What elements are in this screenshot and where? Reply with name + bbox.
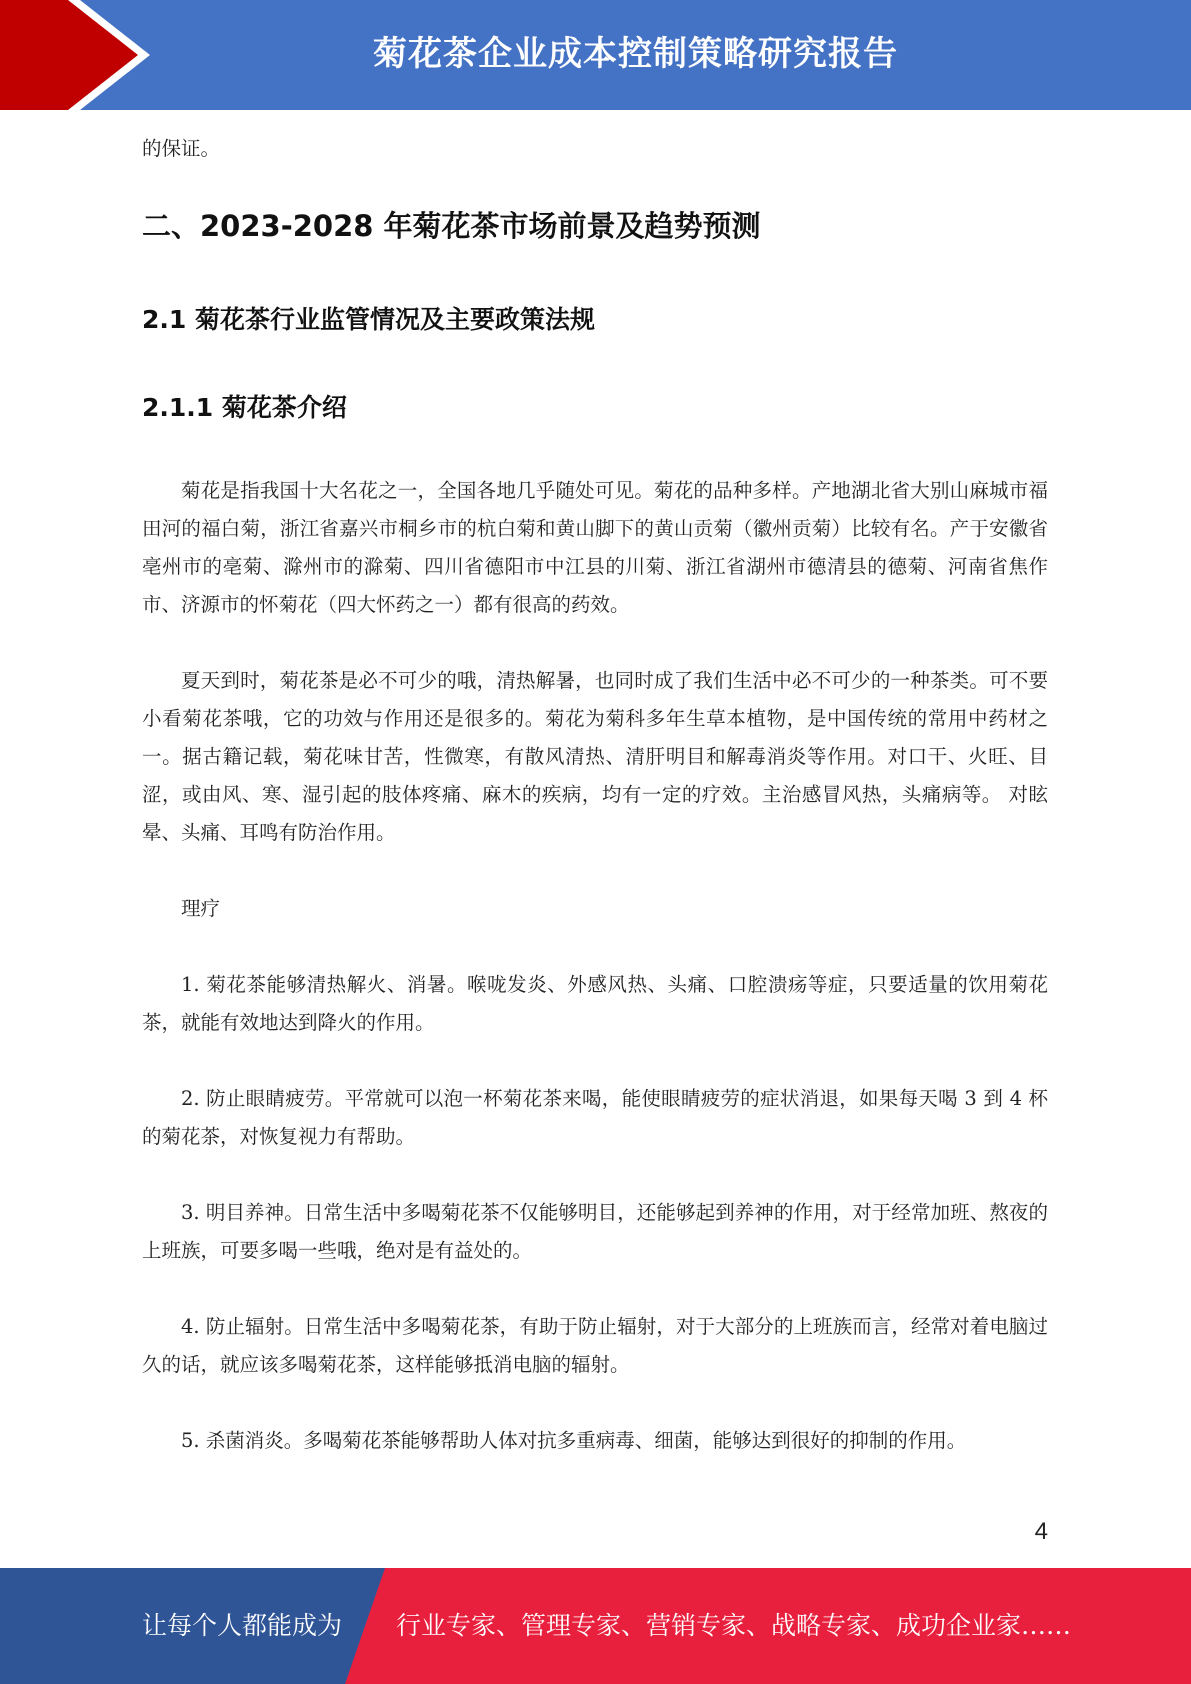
therapy-label: 理疗 (181, 897, 221, 920)
footer-slogan-right: 行业专家、管理专家、营销专家、战略专家、成功企业家…… (396, 1611, 1072, 1640)
list-item: 1. 菊花茶能够清热解火、消暑。喉咙发炎、外感风热、头痛、口腔溃疡等症，只要适量的饮用菊花茶，就能有效地达到降火的作用。 (142, 973, 1048, 1034)
section-title: 二、2023-2028 年菊花茶市场前景及趋势预测 (142, 209, 761, 243)
list-item: 4. 防止辐射。日常生活中多喝菊花茶，有助于防止辐射，对于大部分的上班族而言，经常对着电脑过久的话，就应该多喝菊花茶，这样能够抵消电脑的辐射。 (142, 1315, 1048, 1376)
list-item: 3. 明目养神。日常生活中多喝菊花茶不仅能够明目，还能够起到养神的作用，对于经常加班、熬夜的上班族，可要多喝一些哦，绝对是有益处的。 (142, 1201, 1048, 1262)
page-content (142, 130, 1048, 1460)
subsubsection-title: 2.1.1 菊花茶介绍 (142, 393, 347, 422)
list-item: 5. 杀菌消炎。多喝菊花茶能够帮助人体对抗多重病毒、细菌，能够达到很好的抑制的作用。 (181, 1429, 967, 1452)
footer-banner (0, 1568, 1191, 1684)
benefit-paragraph: 夏天到时，菊花茶是必不可少的哦，清热解暑，也同时成了我们生活中必不可少的一种茶类。可不要小看菊花茶哦，它的功效与作用还是很多的。菊花为菊科多年生草本植物，是中国传统的常用中药材之一。据古籍记载，菊花味甘苦，性微寒，有散风清热、清肝明目和解毒消炎等作用。对口干、火旺、目涩，或由风、寒、湿引起的肢体疼痛、麻木的疾病，均有一定的疗效。主治感冒风热，头痛病等。 对眩晕、头痛、耳鸣有防治作用。 (142, 669, 1048, 844)
header-banner (0, 0, 1191, 110)
intro-tail-text: 的保证。 (142, 137, 221, 160)
report-title: 菊花茶企业成本控制策略研究报告 (373, 34, 898, 74)
page-number: 4 (1034, 1518, 1048, 1545)
footer-slogan-left: 让每个人都能成为 (142, 1611, 343, 1640)
list-item: 2. 防止眼睛疲劳。平常就可以泡一杯菊花茶来喝，能使眼睛疲劳的症状消退，如果每天喝 3 到 4 杯的菊花茶，对恢复视力有帮助。 (142, 1087, 1048, 1148)
header-arrow-decoration (0, 0, 150, 110)
subsection-title: 2.1 菊花茶行业监管情况及主要政策法规 (142, 305, 595, 334)
intro-paragraph: 菊花是指我国十大名花之一，全国各地几乎随处可见。菊花的品种多样。产地湖北省大别山麻城市福田河的福白菊，浙江省嘉兴市桐乡市的杭白菊和黄山脚下的黄山贡菊（徽州贡菊）比较有名。产于安徽省亳州市的亳菊、滁州市的滁菊、四川省德阳市中江县的川菊、浙江省湖州市德清县的德菊、河南省焦作市、济源市的怀菊花（四大怀药之一）都有很高的药效。 (142, 479, 1048, 616)
